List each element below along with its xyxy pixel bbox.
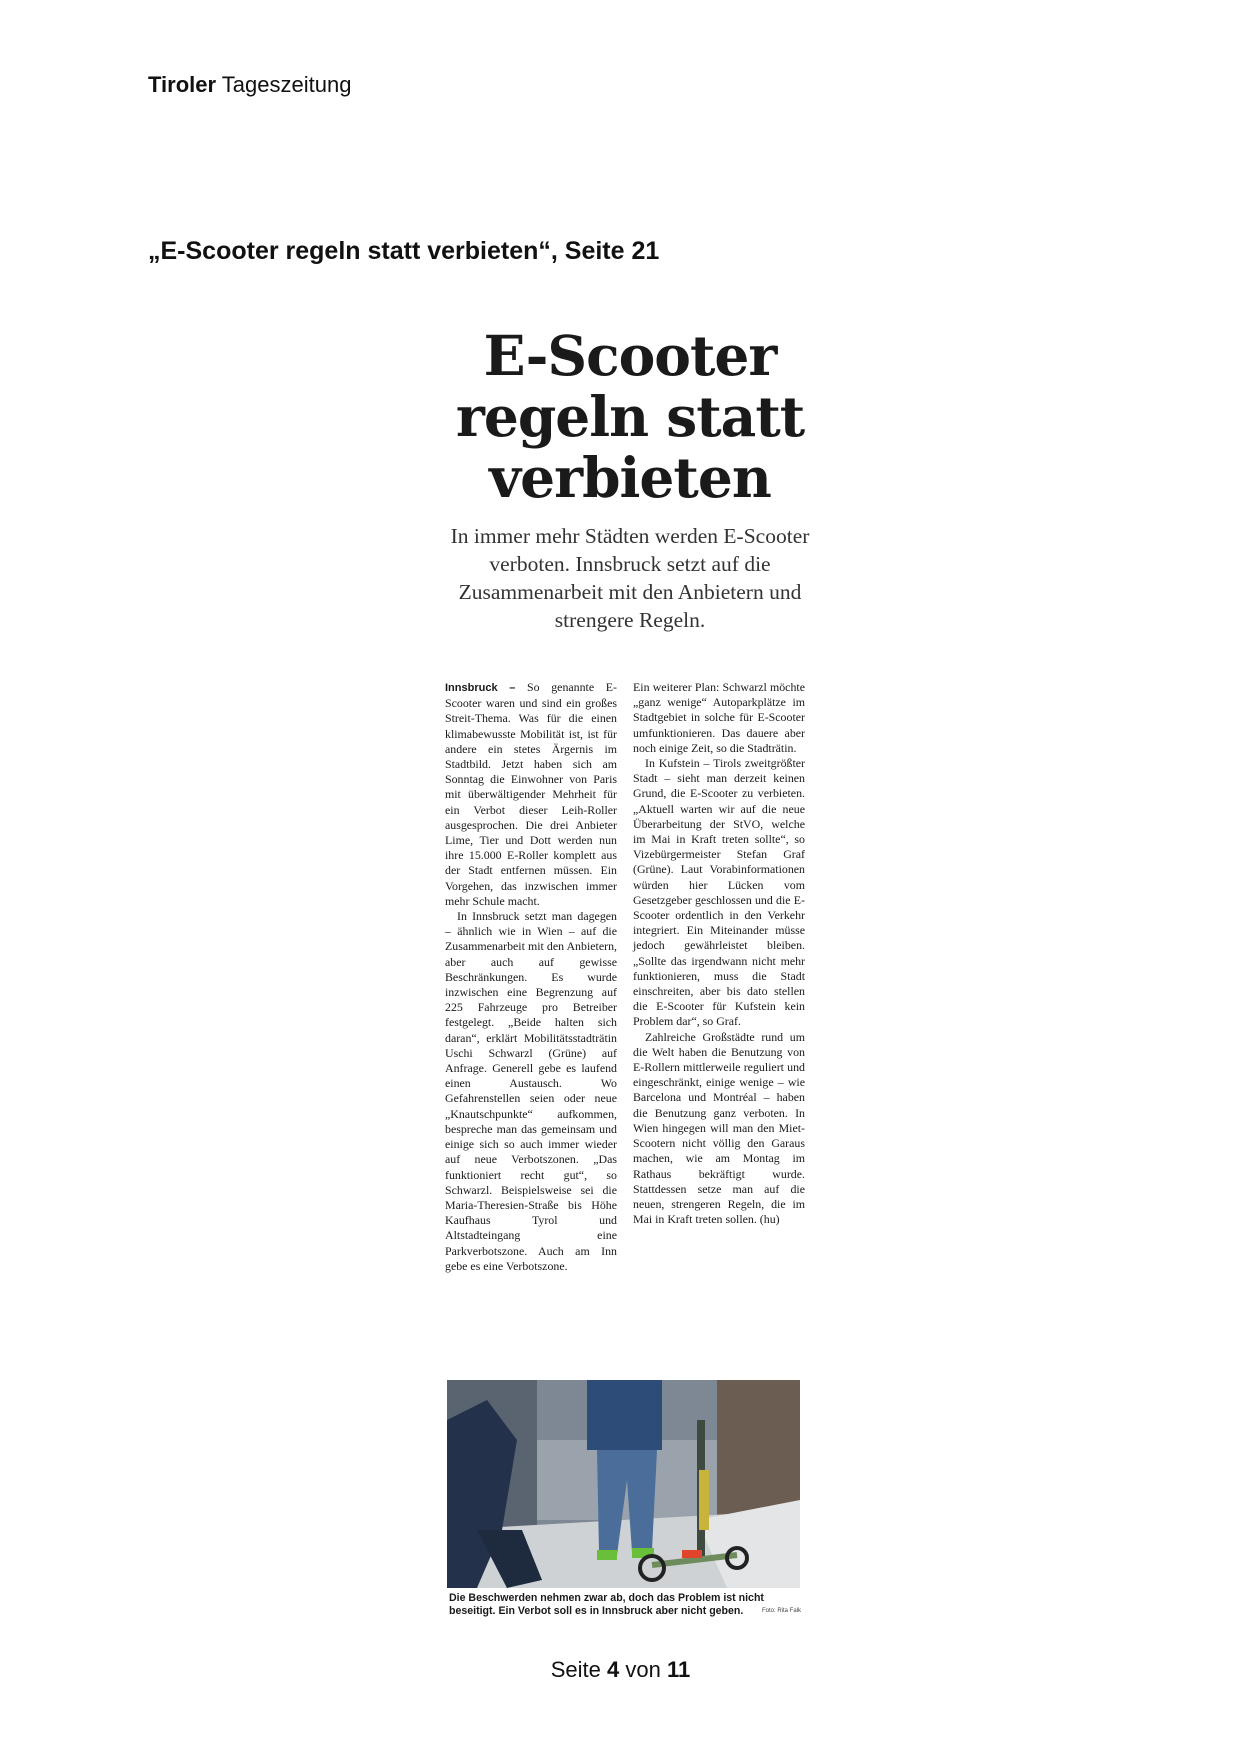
photo-credit: Foto: Rita Falk — [761, 1608, 801, 1614]
current-page-number: 4 — [607, 1657, 620, 1682]
body-paragraph: In Innsbruck setzt man dagegen – ähnlich wie in Wien – auf die Zusammenarbeit mit den Anbietern, aber auch auf gewisse Beschränkungen. Es wurde inzwischen eine Begrenzung auf 225 Fahrzeuge pro Betreiber festgelegt. „Beide halten sich daran“, erklärt Mobilitätsstadträtin Uschi Schwarzl (Grüne) auf Anfrage. Generell gebe es laufend einen Austausch. Wo Gefahrenstellen seien oder neue „Knautschpunkte“ aufkommen, bespreche man das gemeinsam und einige sich so auch immer wieder auf neue Verbotszonen. „Das funktioniert recht gut“, so Schwarzl. Beispielsweise sei die Maria-Theresien-Straße bis Höhe Kaufhaus Tyrol und Altstadteingang eine Parkverbotszone. Auch am Inn gebe es eine Verbotszone. — [445, 909, 617, 1273]
headline-line: E-Scooter — [483, 323, 777, 388]
body-paragraph: Innsbruck – So genannte E-Scooter waren und sind ein großes Streit-Thema. Was für die einen klimabewusste Mobilität ist, ist für andere ein stetes Ärgernis im Stadtbild. Jetzt haben sich am Sonntag die Einwohner von Paris mit überwältigender Mehrheit für ein Verbot dieser Leih-Roller ausgesprochen. Die drei Anbieter Lime, Tier und Dott werden nun ihre 15.000 E-Roller komplett aus der Stadt entfernen müssen. Ein Vorgehen, das inzwischen immer mehr Schule macht. — [445, 680, 617, 908]
headline-line: verbieten — [489, 445, 771, 510]
body-paragraph: Ein weiterer Plan: Schwarzl möchte „ganz wenige“ Autoparkplätze im Stadtgebiet in solche für E-Scooter umfunktionieren. Das dauere aber noch einige Zeit, so die Stadträtin. — [633, 680, 805, 755]
body-paragraph: Zahlreiche Großstädte rund um die Welt haben die Benutzung von E-Rollern mittlerweile reguliert und eingeschränkt, einige wenige – wie Barcelona und Montréal – haben die Benutzung ganz verboten. In Wien hingegen will man den Miet-Scootern nicht völlig den Garaus machen, wie am Montag im Rathaus bekräftigt wurde. Stattdessen setze man auf die neuen, strengeren Regeln, die im Mai in Kraft treten sollen. (hu) — [633, 1029, 805, 1227]
page-footer — [0, 1657, 1241, 1683]
footer-middle: von — [619, 1657, 667, 1682]
article-headline — [440, 325, 820, 508]
body-paragraph: In Kufstein – Tirols zweitgrößter Stadt – sieht man derzeit keinen Grund, die E-Scooter zu verbieten. „Aktuell warten wir auf die neue Überarbeitung der StVO, welche im Mai in Kraft treten sollte“, so Vizebürgermeister Stefan Graf (Grüne). Laut Vorabinformationen würden hier Lücken vom Gesetzgeber geschlossen und die E-Scooter ordentlich in den Verkehr integriert. Ein Miteinander müsse jedoch gewährleistet bleiben. „Sollte das irgendwann nicht mehr funktionieren, muss die Stadt einschreiten, aber bis dato stellen die E-Scooter für Kufstein kein Problem dar“, so Graf. — [633, 756, 805, 1029]
photo-caption — [449, 1592, 801, 1618]
headline-line: regeln statt — [455, 384, 805, 449]
publication-name-bold: Tiroler — [148, 72, 217, 97]
dateline: Innsbruck – — [445, 682, 516, 694]
body-column-2 — [633, 680, 805, 1274]
article-body — [445, 680, 805, 1274]
total-page-count: 11 — [666, 1657, 691, 1682]
publication-name-rest: Tageszeitung — [216, 72, 352, 97]
caption-text: Die Beschwerden nehmen zwar ab, doch das Problem ist nicht beseitigt. Ein Verbot soll es in Innsbruck aber nicht geben. — [449, 1592, 764, 1617]
article-clipping — [440, 325, 820, 634]
article-lead: In immer mehr Städten werden E-Scooter verboten. Innsbruck setzt auf die Zusammenarbeit mit den Anbietern und strengere Regeln. — [450, 524, 810, 632]
body-column-1 — [445, 680, 617, 1274]
article-photo — [447, 1380, 800, 1588]
publication-header — [148, 72, 351, 98]
footer-prefix: Seite — [550, 1657, 608, 1682]
street-scene-illustration — [447, 1380, 800, 1588]
article-reference: „E-Scooter regeln statt verbieten“, Seite 21 — [148, 237, 660, 265]
